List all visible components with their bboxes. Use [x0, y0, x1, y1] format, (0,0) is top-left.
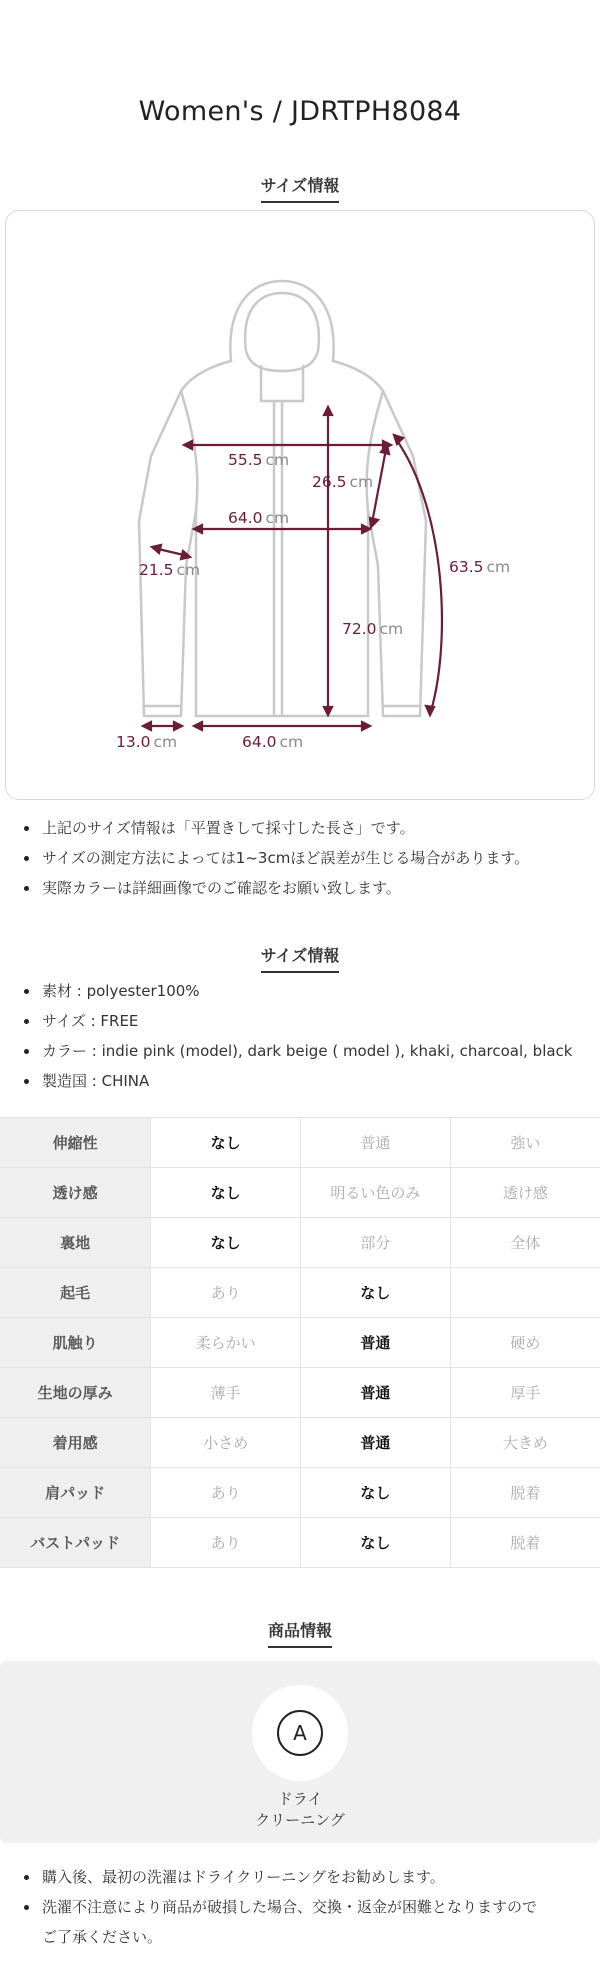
- table-row: [0, 1218, 600, 1268]
- hem-value: 64.0: [242, 733, 277, 751]
- spec-list: [22, 976, 573, 1096]
- list-item: サイズの測定方法によっては1~3cmほど誤差が生じる場合があります。: [22, 843, 529, 873]
- right-outline: [333, 361, 426, 716]
- attribute-label: 肌触り: [0, 1318, 151, 1368]
- attribute-option: 部分: [300, 1218, 450, 1268]
- attribute-option: 全体: [450, 1218, 600, 1268]
- attribute-label: 起毛: [0, 1268, 151, 1318]
- table-row: [0, 1268, 600, 1318]
- table-row: [0, 1518, 600, 1568]
- table-row: [0, 1468, 600, 1518]
- attribute-option-selected: 普通: [300, 1418, 450, 1468]
- attribute-table: [0, 1117, 600, 1568]
- attribute-label: 着用感: [0, 1418, 151, 1468]
- unit-label: cm: [486, 558, 511, 576]
- attribute-option: 硬め: [450, 1318, 600, 1368]
- dry-cleaning-icon: A: [277, 1710, 323, 1756]
- list-item-continuation: ご了承ください。: [42, 1928, 163, 1946]
- table-row: [0, 1118, 600, 1168]
- unit-label: cm: [279, 733, 304, 751]
- attribute-option-selected: なし: [300, 1268, 450, 1318]
- size-info-heading-text: サイズ情報: [261, 173, 340, 203]
- size-notes-list: [22, 813, 529, 903]
- spec-heading: [0, 943, 600, 973]
- attribute-option-selected: なし: [151, 1218, 301, 1268]
- attribute-label: 生地の厚み: [0, 1368, 151, 1418]
- size-info-heading: [0, 173, 600, 203]
- attribute-option: 明るい色のみ: [300, 1168, 450, 1218]
- sleeve-length-measure: [449, 558, 510, 576]
- chest-upper-value: 55.5: [228, 451, 263, 469]
- attribute-option: 薄手: [151, 1368, 301, 1418]
- care-symbol-badge: [252, 1685, 348, 1781]
- unit-label: cm: [265, 509, 290, 527]
- attribute-option-selected: 普通: [300, 1368, 450, 1418]
- table-row: [0, 1168, 600, 1218]
- attribute-option: 脱着: [450, 1468, 600, 1518]
- care-label-line1: ドライ: [277, 1790, 323, 1808]
- attribute-label: 裏地: [0, 1218, 151, 1268]
- attribute-label: 伸縮性: [0, 1118, 151, 1168]
- chest-measure: [228, 509, 289, 527]
- attribute-option: 透け感: [450, 1168, 600, 1218]
- sleeve-width-value: 21.5: [139, 561, 174, 579]
- attribute-option-selected: なし: [151, 1118, 301, 1168]
- hem-measure: [242, 733, 303, 751]
- unit-label: cm: [379, 620, 404, 638]
- sleeve-width-measure: [139, 561, 200, 579]
- attribute-option: 厚手: [450, 1368, 600, 1418]
- table-row: [0, 1368, 600, 1418]
- list-item: 実際カラーは詳細画像でのご確認をお願い致します。: [22, 873, 529, 903]
- chest-value: 64.0: [228, 509, 263, 527]
- attribute-option-selected: なし: [151, 1168, 301, 1218]
- sleeve-length-value: 63.5: [449, 558, 484, 576]
- list-item: サイズ : FREE: [22, 1006, 573, 1036]
- unit-label: cm: [265, 451, 290, 469]
- product-info-heading-text: 商品情報: [268, 1618, 332, 1648]
- product-info-heading: [0, 1618, 600, 1648]
- unit-label: cm: [349, 473, 374, 491]
- attribute-label: 肩パッド: [0, 1468, 151, 1518]
- left-outline: [139, 361, 231, 716]
- spec-heading-text: サイズ情報: [261, 943, 340, 973]
- list-item: 購入後、最初の洗濯はドライクリーニングをお勧めします。: [22, 1862, 537, 1892]
- care-notes-list: [22, 1862, 537, 1952]
- attribute-option-selected: なし: [300, 1468, 450, 1518]
- care-label-line2: クリーニング: [255, 1811, 345, 1829]
- table-row: [0, 1418, 600, 1468]
- care-label: [0, 1789, 600, 1831]
- attribute-option: 柔らかい: [151, 1318, 301, 1368]
- unit-label: cm: [153, 733, 178, 751]
- attribute-option-selected: なし: [300, 1518, 450, 1568]
- attribute-option: 小さめ: [151, 1418, 301, 1468]
- cuff-measure: [116, 733, 177, 751]
- attribute-option: [450, 1268, 600, 1318]
- page-title: Women's / JDRTPH8084: [138, 96, 462, 127]
- attribute-option: あり: [151, 1268, 301, 1318]
- list-item: カラー : indie pink (model), dark beige ( model ), khaki, charcoal, black: [22, 1036, 573, 1066]
- attribute-option: 大きめ: [450, 1418, 600, 1468]
- attribute-option: 脱着: [450, 1518, 600, 1568]
- attribute-option-selected: 普通: [300, 1318, 450, 1368]
- list-item: 上記のサイズ情報は「平置きして採寸した長さ」です。: [22, 813, 529, 843]
- armhole-value: 26.5: [312, 473, 347, 491]
- care-panel: [0, 1661, 600, 1843]
- list-item: 素材 : polyester100%: [22, 976, 573, 1006]
- attribute-option: 強い: [450, 1118, 600, 1168]
- hoodie-illustration: [6, 211, 596, 801]
- table-row: [0, 1318, 600, 1368]
- total-length-value: 72.0: [342, 620, 377, 638]
- armhole-measure: [312, 473, 373, 491]
- chest-upper-measure: [228, 451, 289, 469]
- total-length-measure: [342, 620, 403, 638]
- cuff-value: 13.0: [116, 733, 151, 751]
- unit-label: cm: [176, 561, 201, 579]
- attribute-option: あり: [151, 1468, 301, 1518]
- size-diagram: [5, 210, 595, 800]
- list-item: 製造国 : CHINA: [22, 1066, 573, 1096]
- attribute-option: あり: [151, 1518, 301, 1568]
- attribute-option: 普通: [300, 1118, 450, 1168]
- attribute-label: 透け感: [0, 1168, 151, 1218]
- list-item: 洗濯不注意により商品が破損した場合、交換・返金が困難となりますので: [22, 1892, 537, 1922]
- attribute-label: バストパッド: [0, 1518, 151, 1568]
- hood-inner: [245, 293, 319, 371]
